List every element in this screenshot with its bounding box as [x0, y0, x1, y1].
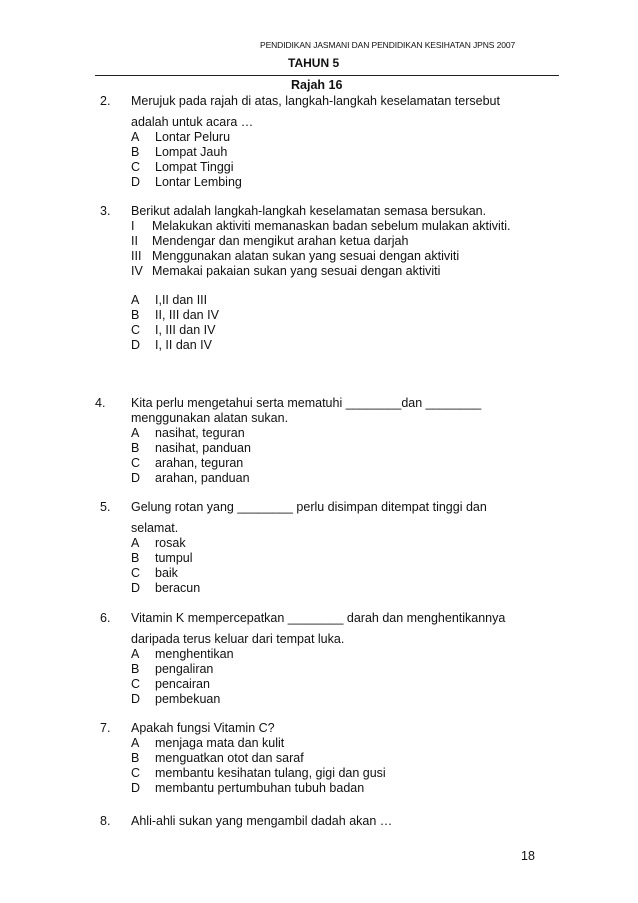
question-text: Gelung rotan yang ________ perlu disimpan ditempat tinggi dan — [131, 500, 487, 514]
question-text: adalah untuk acara … — [131, 115, 254, 129]
question-text: Berikut adalah langkah-langkah keselamatan semasa bersukan. — [131, 204, 487, 218]
question-number: 2. — [100, 94, 111, 108]
running-header: PENDIDIKAN JASMANI DAN PENDIDIKAN KESIHATAN JPNS 2007 — [260, 40, 516, 50]
question-text: Merujuk pada rajah di atas, langkah-langkah keselamatan tersebut — [131, 94, 500, 108]
question-number: 6. — [100, 611, 111, 625]
question-text: selamat. — [131, 521, 179, 535]
question-number: 8. — [100, 814, 111, 828]
question-text: Ahli-ahli sukan yang mengambil dadah akan … — [131, 814, 393, 828]
question-text: Kita perlu mengetahui serta mematuhi ________dan ________ — [131, 396, 482, 410]
year-label: TAHUN 5 — [288, 56, 340, 70]
question-text: menggunakan alatan sukan. — [131, 411, 289, 425]
question-number: 7. — [100, 721, 111, 735]
question-number: 4. — [95, 396, 106, 410]
figure-caption: Rajah 16 — [291, 78, 343, 92]
question-text: daripada terus keluar dari tempat luka. — [131, 632, 345, 646]
question-text: Apakah fungsi Vitamin C? — [131, 721, 275, 735]
page-number: 18 — [521, 849, 535, 863]
question-number: 3. — [100, 204, 111, 218]
header-rule — [95, 75, 559, 76]
question-text: Vitamin K mempercepatkan ________ darah dan menghentikannya — [131, 611, 506, 625]
question-number: 5. — [100, 500, 111, 514]
